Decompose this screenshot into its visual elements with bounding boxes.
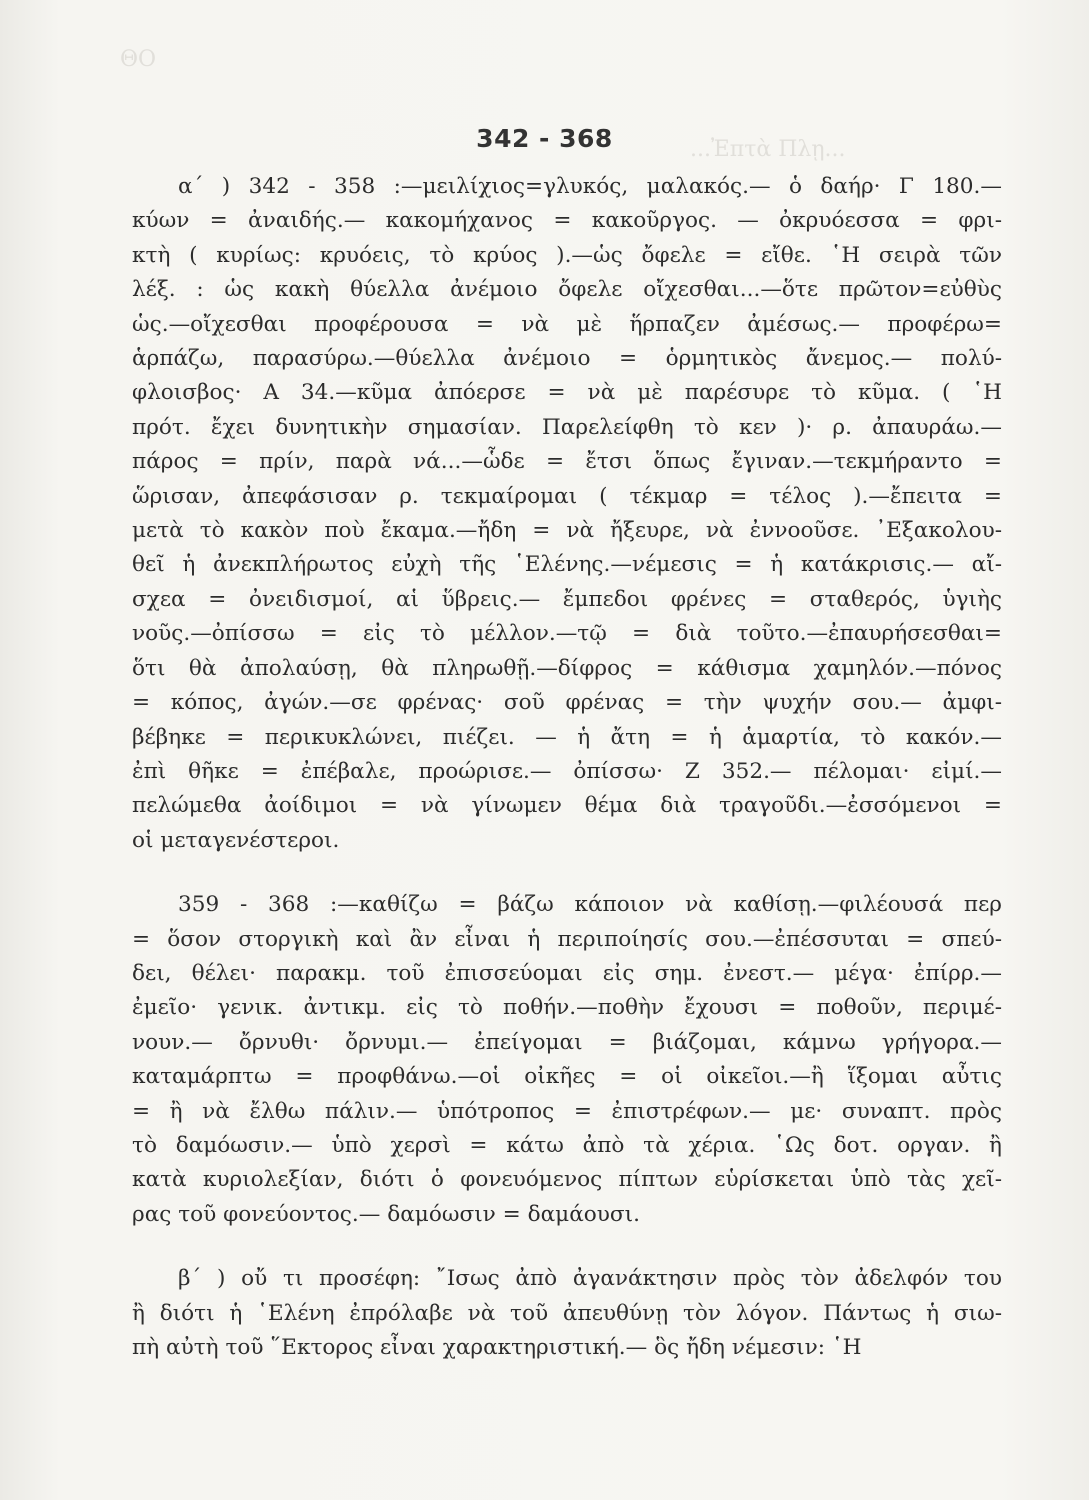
text-line: νοῦς.—ὀπίσσω = εἰς τὸ μέλλον.—τῷ = διὰ τοῦτο.—ἐπαυρήσεσθαι= <box>132 621 1002 647</box>
text-line: θεῖ ἡ ἀνεκπλήρωτος εὐχὴ τῆς ῾Ελένης.—νέμεσις = ἡ κατάκρισις.— αἴ- <box>132 552 1002 578</box>
text-line: μετὰ τὸ κακὸν ποὺ ἔκαμα.—ἤδη = νὰ ἤξευρε, νὰ ἐννοοῦσε. ᾿Εξακολου- <box>132 518 1002 544</box>
text-line: νουν.— ὄρνυθι· ὄρνυμι.— ἐπείγομαι = βιάζομαι, κάμνω γρήγορα.— <box>132 1029 1002 1055</box>
text-line: φλοισβος· Α 34.—κῦμα ἀπόερσε = νὰ μὲ παρέσυρε τὸ κῦμα. ( ῾Η <box>132 380 1002 406</box>
bleed-line-2: ...Ἐπτὰ Πλῃ... <box>690 137 846 162</box>
paragraph-alpha <box>132 170 1002 858</box>
text-line: βέβηκε = περικυκλώνει, πιέζει. — ἡ ἄτη = ἡ ἁμαρτία, τὸ κακόν.— <box>132 724 1002 750</box>
text-line: ἢ διότι ἡ ῾Ελένη ἐπρόλαβε νὰ τοῦ ἀπευθύνῃ τὸν λόγον. Πάντως ἡ σιω- <box>132 1300 1002 1326</box>
text-line: = κόπος, ἀγών.—σε φρένας· σοῦ φρένας = τὴν ψυχήν σου.— ἀμφι- <box>132 690 1002 716</box>
text-line: καταμάρπτω = προφθάνω.—οἱ οἰκῆες = οἱ οἰκεῖοι.—ἢ ἵξομαι αὖτις <box>132 1064 1002 1090</box>
page-range-title: 342 - 368 <box>476 124 613 153</box>
text-line: ρας τοῦ φονεύοντος.— δαμόωσιν = δαμάουσι. <box>132 1201 641 1227</box>
text-line: κτὴ ( κυρίως: κρυόεις, τὸ κρύος ).—ὡς ὄφελε = εἴθε. ῾Η σειρὰ τῶν <box>132 242 1002 268</box>
text-line: β΄ ) οὔ τι προσέφη: ῎Ισως ἀπὸ ἀγανάκτησιν πρὸς τὸν ἀδελφόν του <box>178 1266 1002 1292</box>
paragraph-gap <box>132 1232 1002 1262</box>
bleed-line-1: ΘΟ <box>120 47 157 72</box>
text-line: ἐμεῖο· γενικ. ἀντικμ. εἰς τὸ ποθήν.—ποθὴν ἔχουσι = ποθοῦν, περιμέ- <box>132 995 1002 1021</box>
text-line: ὥρισαν, ἀπεφάσισαν ρ. τεκμαίρομαι ( τέκμαρ = τέλος ).—ἔπειτα = <box>132 483 1002 509</box>
text-line: οἱ μεταγενέστεροι. <box>132 827 340 853</box>
text-line: = ὅσον στοργικὴ καὶ ἂν εἶναι ἡ περιποίησίς σου.—ἐπέσσυται = σπεύ- <box>132 926 1002 952</box>
text-line: ὡς.—οἴχεσθαι προφέρουσα = νὰ μὲ ἥρπαζεν ἀμέσως.— προφέρω= <box>132 311 1002 337</box>
text-line: πελώμεθα ἀοίδιμοι = νὰ γίνωμεν θέμα διὰ τραγοῦδι.—ἐσσόμενοι = <box>132 793 1002 819</box>
commentary-body <box>132 170 1002 1365</box>
text-line: πρότ. ἔχει δυνητικὴν σημασίαν. Παρελείφθη τὸ κεν )· ρ. ἀπαυράω.— <box>132 414 1002 440</box>
paragraph-beta <box>132 1262 1002 1365</box>
paragraph-359-368 <box>132 888 1002 1232</box>
text-line: πάρος = πρίν, παρὰ νά...—ὧδε = ἔτσι ὅπως ἔγιναν.—τεκμήραντο = <box>132 449 1002 475</box>
text-line: δει, θέλει· παρακμ. τοῦ ἐπισσεύομαι εἰς σημ. ἐνεστ.— μέγα· ἐπίρρ.— <box>132 960 1002 986</box>
text-line: τὸ δαμόωσιν.— ὑπὸ χερσὶ = κάτω ἀπὸ τὰ χέρια. ῾Ως δοτ. οργαν. ἢ <box>132 1132 1002 1158</box>
text-line: λέξ. : ὡς κακὴ θύελλα ἀνέμοιο ὄφελε οἴχεσθαι...—ὅτε πρῶτον=εὐθὺς <box>132 277 1002 303</box>
text-line: ἐπὶ θῆκε = ἐπέβαλε, προώρισε.— ὀπίσσω· Ζ 352.— πέλομαι· εἰμί.— <box>132 758 1002 784</box>
paragraph-gap <box>132 858 1002 888</box>
text-line: πὴ αὐτὴ τοῦ ῞Εκτορος εἶναι χαρακτηριστική.— ὃς ἤδη νέμεσιν: ῾Η <box>132 1335 862 1360</box>
text-line: σχεα = ὀνειδισμοί, αἱ ὕβρεις.— ἔμπεδοι φρένες = σταθερός, ὑγιὴς <box>132 586 1002 612</box>
text-line: = ἢ νὰ ἔλθω πάλιν.— ὑπότροπος = ἐπιστρέφων.— με· συναπτ. πρὸς <box>132 1098 1002 1124</box>
text-line: κύων = ἀναιδής.— κακομήχανος = κακοῦργος. — ὀκρυόεσσα = φρι- <box>132 208 1002 234</box>
text-line: ἁρπάζω, παρασύρω.—θύελλα ἀνέμοιο = ὁρμητικὸς ἄνεμος.— πολύ- <box>132 346 1002 372</box>
text-line: κατὰ κυριολεξίαν, διότι ὁ φονευόμενος πίπτων εὑρίσκεται ὑπὸ τὰς χεῖ- <box>132 1167 1002 1193</box>
text-line: 359 - 368 :—καθίζω = βάζω κάποιον νὰ καθίσῃ.—φιλέουσά περ <box>178 892 1002 918</box>
text-line: α΄ ) 342 - 358 :—μειλίχιος=γλυκός, μαλακός.— ὁ δαήρ· Γ 180.— <box>178 174 1002 199</box>
text-line: ὅτι θὰ ἀπολαύσῃ, θὰ πληρωθῇ.—δίφρος = κάθισμα χαμηλόν.—πόνος <box>132 655 1002 681</box>
